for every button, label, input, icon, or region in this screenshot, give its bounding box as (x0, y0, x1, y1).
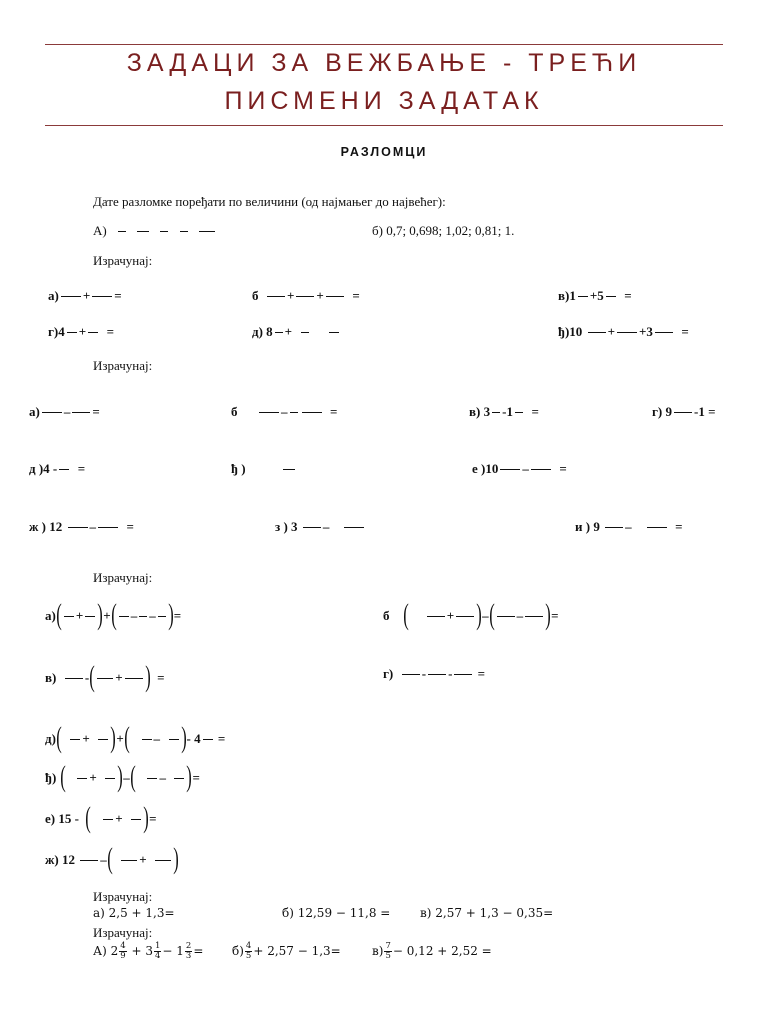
operator: = (126, 519, 134, 534)
operator: – (149, 607, 156, 623)
operator: – (89, 519, 97, 534)
operator: – (130, 607, 138, 623)
fraction-bar (199, 231, 215, 232)
operator: - (84, 669, 90, 685)
operator: - 4 (186, 730, 201, 746)
fraction-bar (525, 616, 543, 617)
exercise-label: б (231, 404, 238, 419)
task3-exercise-i (575, 519, 683, 535)
operator: +3 (638, 324, 653, 339)
fraction-bar (77, 778, 87, 779)
fraction-bar (606, 296, 616, 297)
exercise-label: е) 15 - (45, 810, 79, 826)
fraction-bar (326, 296, 344, 297)
right-paren: ) (173, 842, 179, 875)
fraction-bar (68, 527, 88, 528)
left-paren: ( (110, 598, 117, 631)
operator: + (82, 288, 91, 303)
exercise-label: з ) 3 (275, 519, 298, 534)
fraction-bar (42, 412, 62, 413)
task2-heading: Израчунај: (93, 253, 153, 268)
fraction-bar (105, 778, 115, 779)
exercise-label: а) (48, 288, 59, 303)
fraction-bar (267, 296, 285, 297)
task6-v (372, 942, 492, 961)
fraction-bar (515, 412, 523, 413)
task4-exercise-b (383, 598, 559, 631)
numerator: 2 (185, 941, 192, 951)
fraction-bar (492, 412, 500, 413)
task4-heading: Израчунај: (93, 570, 153, 585)
task5-heading: Израчунај: (93, 889, 153, 904)
exercise-label: ђ) (45, 769, 57, 785)
fraction-bar (428, 674, 446, 675)
task2-exercise-d (252, 324, 341, 340)
task6-heading: Израчунај: (93, 925, 153, 940)
fraction-bar (97, 678, 113, 679)
fraction-bar (88, 332, 98, 333)
expression-part: в) (372, 944, 384, 958)
fraction-bar (290, 412, 298, 413)
fraction-bar (578, 296, 588, 297)
expression-part: − 1 (162, 944, 184, 958)
operator: + (115, 669, 123, 685)
operator: – (322, 519, 330, 534)
left-paren: ( (56, 598, 62, 631)
fraction (245, 942, 252, 961)
right-paren: ) (110, 721, 117, 754)
task3-exercise-e (472, 461, 567, 477)
task3-exercise-d (29, 461, 85, 477)
fraction-bar (605, 527, 623, 528)
fraction-bar (283, 469, 295, 470)
right-paren: ) (97, 598, 104, 631)
exercise-label: д) 8 (252, 324, 273, 339)
fraction-bar (70, 739, 80, 740)
operator: – (516, 607, 524, 623)
operator: + (116, 730, 124, 746)
operator: = (92, 404, 100, 419)
task3-exercise-dj (231, 461, 297, 477)
fraction-bar (531, 469, 551, 470)
operator: - (421, 666, 427, 681)
task6-b (232, 942, 341, 961)
operator: – (482, 607, 489, 623)
task3-exercise-v (469, 404, 539, 420)
task6-a (93, 942, 203, 961)
left-paren: ( (59, 760, 66, 793)
exercise-label: ж) 12 (45, 851, 76, 867)
expression-part: = (193, 944, 204, 958)
fraction-bar (275, 332, 283, 333)
fraction-bar (344, 527, 364, 528)
fraction-bar (125, 678, 143, 679)
task2-exercise-dj (558, 324, 689, 340)
operator: = (149, 810, 157, 826)
numerator: 1 (154, 941, 161, 951)
numerator: 4 (120, 941, 126, 951)
expression-part: + 2,57 − 1,3= (253, 944, 341, 958)
left-paren: ( (129, 760, 136, 793)
task4-exercise-dj (45, 760, 200, 793)
task4-exercise-zh (45, 842, 179, 875)
exercise-label: а) (29, 404, 40, 419)
fraction-bar (617, 332, 637, 333)
exercise-label: д )4 - (29, 461, 58, 476)
exercise-label: в) (45, 669, 57, 685)
fraction-bar (139, 616, 147, 617)
right-paren: ) (167, 598, 174, 631)
fraction-bar (454, 674, 472, 675)
fraction-bar (85, 616, 95, 617)
task1-instruction: Дате разломке поређати по величини (од најмањег до највећег): (93, 194, 446, 209)
fraction-bar (497, 616, 515, 617)
fraction-bar (67, 332, 77, 333)
task4-exercise-v (45, 660, 165, 693)
page-title: ЗАДАЦИ ЗА ВЕЖБАЊЕ - ТРЕЋИ ПИСМЕНИ ЗАДАТАК (126, 49, 642, 115)
fraction-bar (169, 739, 179, 740)
operator: = (106, 324, 115, 339)
operator: + (284, 324, 293, 339)
fraction-bar (647, 527, 667, 528)
exercise-label: и ) 9 (575, 519, 600, 534)
fraction-bar (588, 332, 606, 333)
task4-exercise-d (45, 721, 226, 754)
fraction-bar (121, 860, 137, 861)
fraction-bar (155, 860, 171, 861)
fraction-bar (500, 469, 520, 470)
task4-exercise-g (383, 666, 485, 682)
fraction (154, 942, 161, 961)
expression-part: б) (232, 944, 244, 958)
operator: = (77, 461, 86, 476)
numerator: 4 (245, 941, 252, 951)
fraction-bar (158, 616, 166, 617)
operator: + (82, 730, 90, 746)
task2-exercise-g (48, 324, 114, 340)
operator: + (607, 324, 615, 339)
fraction-bar (296, 296, 314, 297)
operator: = (675, 519, 683, 534)
fraction-bar (674, 412, 692, 413)
fraction-bar (98, 527, 118, 528)
operator: = (192, 769, 200, 785)
operator: – (123, 769, 130, 785)
fraction (185, 942, 192, 961)
denominator: 5 (245, 951, 252, 961)
operator: – (100, 851, 107, 867)
operator: -1 = (693, 404, 716, 419)
operator: = (551, 607, 559, 623)
operator: = (114, 288, 122, 303)
fraction-bar (61, 296, 81, 297)
task3-heading: Израчунај: (93, 358, 153, 373)
fraction-bar (456, 616, 474, 617)
exercise-label: г) (383, 666, 394, 681)
operator: + (103, 607, 111, 623)
exercise-label: ж ) 12 (29, 519, 63, 534)
operator: + (316, 288, 324, 303)
operator: +5 (589, 288, 604, 303)
exercise-label: б (252, 288, 259, 303)
fraction-bar (160, 231, 168, 232)
fraction-bar (180, 231, 188, 232)
right-paren: ) (180, 721, 187, 754)
operator: – (159, 769, 166, 785)
operator: = (330, 404, 338, 419)
right-paren: ) (476, 598, 482, 631)
exercise-label: г) 9 (652, 404, 672, 419)
exercise-label: б (383, 607, 390, 623)
fraction (384, 942, 391, 961)
right-paren: ) (545, 598, 551, 631)
bottom-rule (45, 125, 723, 126)
operator: + (139, 851, 147, 867)
exercise-label: ђ)10 (558, 324, 583, 339)
left-paren: ( (56, 721, 62, 754)
fraction-bar (427, 616, 445, 617)
section-subtitle: РАЗЛОМЦИ (340, 145, 428, 159)
task2-exercise-a (48, 288, 122, 304)
right-paren: ) (144, 660, 151, 693)
fraction-bar (203, 739, 213, 740)
fraction-bar (259, 412, 279, 413)
denominator: 4 (154, 951, 161, 961)
left-paren: ( (402, 598, 409, 631)
fraction-bar (118, 231, 126, 232)
denominator: 3 (185, 951, 192, 961)
fraction-bar (72, 412, 90, 413)
operator: – (625, 519, 632, 534)
operator: = (157, 669, 165, 685)
operator: = (624, 288, 632, 303)
fraction-bar (59, 469, 69, 470)
fraction-bar (119, 616, 129, 617)
task1-part-b: б) 0,7; 0,698; 1,02; 0,81; 1. (372, 223, 515, 238)
task5-a: а) 2,5 + 1,3= (93, 906, 175, 920)
fraction-bar (65, 678, 83, 679)
operator: + (287, 288, 295, 303)
expression-part: − 0,12 + 2,52 = (392, 944, 492, 958)
operator: + (115, 810, 123, 826)
fraction-bar (92, 296, 112, 297)
task4-exercise-e (45, 801, 157, 834)
operator: = (531, 404, 539, 419)
operator: + (446, 607, 455, 623)
left-paren: ( (107, 842, 113, 875)
fraction-bar (137, 231, 149, 232)
fraction-bar (142, 739, 152, 740)
task3-exercise-a (29, 404, 100, 420)
task3-exercise-g (652, 404, 715, 420)
operator: -1 (502, 404, 513, 419)
task4-exercise-a (45, 598, 182, 631)
exercise-label: в) 3 (469, 404, 491, 419)
exercise-label: д) (45, 730, 56, 746)
fraction-bar (302, 412, 322, 413)
exercise-label: ђ ) (231, 461, 246, 476)
operator: + (75, 607, 84, 623)
exercise-label: е )10 (472, 461, 499, 476)
exercise-label: г)4 (48, 324, 65, 339)
fraction-bar (98, 739, 108, 740)
fraction-bar (131, 819, 141, 820)
right-paren: ) (186, 760, 193, 793)
left-paren: ( (488, 598, 495, 631)
operator: - (448, 666, 453, 681)
fraction-bar (303, 527, 321, 528)
operator: = (173, 607, 182, 623)
task3-exercise-b (231, 404, 337, 420)
left-paren: ( (89, 660, 95, 693)
right-paren: ) (117, 760, 123, 793)
expression-part: + 3 (131, 944, 153, 958)
left-paren: ( (124, 721, 130, 754)
operator: = (217, 730, 226, 746)
task2-exercise-b (252, 288, 360, 304)
denominator: 9 (120, 951, 126, 961)
fraction (119, 942, 126, 961)
operator: – (281, 404, 288, 419)
fraction-bar (147, 778, 157, 779)
fraction-bar (80, 860, 98, 861)
task5-v: в) 2,57 + 1,3 − 0,35= (420, 906, 554, 920)
fraction-bar (655, 332, 673, 333)
fraction-bar (64, 616, 74, 617)
task1-a-label: А) (93, 223, 107, 238)
operator: = (352, 288, 360, 303)
task3-exercise-zh (29, 519, 134, 535)
operator: = (559, 461, 567, 476)
fraction-bar (301, 332, 309, 333)
numerator: 7 (385, 941, 391, 951)
operator: = (681, 324, 689, 339)
operator: + (89, 769, 97, 785)
operator: = (477, 666, 486, 681)
fraction-bar (174, 778, 184, 779)
operator: – (63, 404, 71, 419)
fraction-bar (402, 674, 420, 675)
operator: + (78, 324, 87, 339)
task3-exercise-z (275, 519, 366, 535)
exercise-label: в)1 (558, 288, 576, 303)
right-paren: ) (143, 801, 149, 834)
expression-part: А) 2 (93, 944, 119, 958)
operator: – (153, 730, 160, 746)
task5-b: б) 12,59 − 11,8 = (282, 906, 391, 920)
task1-part-a (93, 223, 217, 239)
fraction-bar (329, 332, 339, 333)
left-paren: ( (85, 801, 92, 834)
task2-exercise-v (558, 288, 632, 304)
denominator: 5 (385, 951, 391, 961)
operator: – (522, 461, 529, 476)
exercise-label: а) (45, 607, 56, 623)
fraction-bar (103, 819, 113, 820)
